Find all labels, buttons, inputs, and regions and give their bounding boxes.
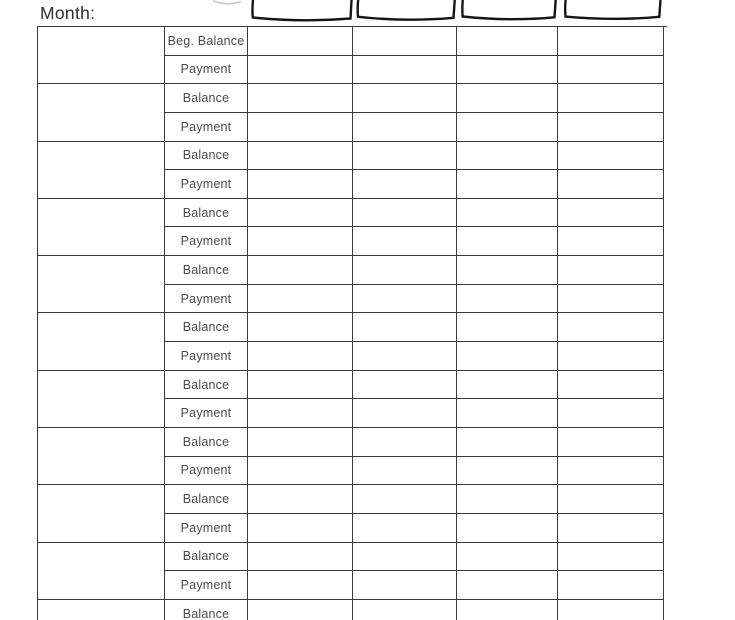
data-cell[interactable] xyxy=(248,485,353,514)
data-cell[interactable] xyxy=(248,600,353,620)
data-cell[interactable] xyxy=(353,142,457,171)
debt-name-cell[interactable] xyxy=(38,142,165,199)
data-cell[interactable] xyxy=(558,113,664,142)
data-cell[interactable] xyxy=(558,600,664,620)
data-cell[interactable] xyxy=(353,27,457,56)
data-cell[interactable] xyxy=(353,342,457,371)
data-cell[interactable] xyxy=(558,485,664,514)
data-cell[interactable] xyxy=(248,342,353,371)
data-cell[interactable] xyxy=(248,285,353,314)
debt-name-cell[interactable] xyxy=(38,428,165,485)
data-cell[interactable] xyxy=(353,199,457,228)
data-cell[interactable] xyxy=(457,256,558,285)
tracker-table xyxy=(37,26,667,620)
debt-name-cell[interactable] xyxy=(38,313,165,370)
data-cell[interactable] xyxy=(353,227,457,256)
data-cell[interactable] xyxy=(457,342,558,371)
debt-name-cell[interactable] xyxy=(38,27,165,84)
data-cell[interactable] xyxy=(248,84,353,113)
row-label-cell: Balance xyxy=(165,600,248,620)
data-cell[interactable] xyxy=(353,84,457,113)
data-cell[interactable] xyxy=(558,199,664,228)
data-cell[interactable] xyxy=(558,227,664,256)
debt-name-cell[interactable] xyxy=(38,600,165,620)
data-cell[interactable] xyxy=(353,571,457,600)
data-cell[interactable] xyxy=(457,285,558,314)
header-box[interactable] xyxy=(462,0,556,19)
row-label-cell: Payment xyxy=(165,170,248,199)
data-cell[interactable] xyxy=(248,514,353,543)
row-label-cell: Payment xyxy=(165,514,248,543)
data-cell[interactable] xyxy=(248,113,353,142)
data-cell[interactable] xyxy=(248,227,353,256)
row-label-cell: Payment xyxy=(165,342,248,371)
data-cell[interactable] xyxy=(457,199,558,228)
month-label: Month: xyxy=(40,3,96,23)
data-cell[interactable] xyxy=(248,571,353,600)
data-cell[interactable] xyxy=(558,56,664,85)
data-cell[interactable] xyxy=(558,84,664,113)
data-cell[interactable] xyxy=(558,342,664,371)
row-label-cell: Beg. Balance xyxy=(165,27,248,56)
debt-name-cell[interactable] xyxy=(38,84,165,141)
debt-name-cell[interactable] xyxy=(38,485,165,542)
data-cell[interactable] xyxy=(457,227,558,256)
data-cell[interactable] xyxy=(248,543,353,572)
header-box[interactable] xyxy=(358,0,456,20)
data-cell[interactable] xyxy=(248,371,353,400)
data-cell[interactable] xyxy=(457,27,558,56)
row-label-cell: Payment xyxy=(165,285,248,314)
data-cell[interactable] xyxy=(457,170,558,199)
row-label-cell: Payment xyxy=(165,399,248,428)
row-label-cell: Payment xyxy=(165,113,248,142)
row-label-cell: Balance xyxy=(165,84,248,113)
data-cell[interactable] xyxy=(558,285,664,314)
debt-name-cell[interactable] xyxy=(38,256,165,313)
data-cell[interactable] xyxy=(248,56,353,85)
data-cell[interactable] xyxy=(248,399,353,428)
data-cell[interactable] xyxy=(558,457,664,486)
data-cell[interactable] xyxy=(248,199,353,228)
data-cell[interactable] xyxy=(248,142,353,171)
row-label-cell: Balance xyxy=(165,313,248,342)
data-cell[interactable] xyxy=(558,256,664,285)
debt-name-cell[interactable] xyxy=(38,371,165,428)
data-cell[interactable] xyxy=(353,56,457,85)
data-cell[interactable] xyxy=(558,571,664,600)
data-cell[interactable] xyxy=(353,600,457,620)
data-cell[interactable] xyxy=(457,571,558,600)
row-label-cell: Balance xyxy=(165,256,248,285)
data-cell[interactable] xyxy=(457,485,558,514)
data-cell[interactable] xyxy=(457,600,558,620)
data-cell[interactable] xyxy=(353,313,457,342)
data-cell[interactable] xyxy=(558,399,664,428)
data-cell[interactable] xyxy=(457,113,558,142)
debt-name-cell[interactable] xyxy=(38,199,165,256)
row-label-cell: Balance xyxy=(165,371,248,400)
data-cell[interactable] xyxy=(248,27,353,56)
data-cell[interactable] xyxy=(558,514,664,543)
data-cell[interactable] xyxy=(353,285,457,314)
data-cell[interactable] xyxy=(353,399,457,428)
data-cell[interactable] xyxy=(558,371,664,400)
row-label-cell: Balance xyxy=(165,485,248,514)
data-cell[interactable] xyxy=(353,113,457,142)
data-cell[interactable] xyxy=(457,313,558,342)
tracker-table-wrap xyxy=(37,26,667,620)
row-label-cell: Balance xyxy=(165,428,248,457)
header-box[interactable] xyxy=(252,0,352,20)
data-cell[interactable] xyxy=(248,428,353,457)
data-cell[interactable] xyxy=(248,256,353,285)
row-label-cell: Balance xyxy=(165,543,248,572)
data-cell[interactable] xyxy=(457,514,558,543)
header-box[interactable] xyxy=(565,0,661,19)
data-cell[interactable] xyxy=(558,170,664,199)
cutoff-writing-mark xyxy=(213,1,241,4)
data-cell[interactable] xyxy=(457,399,558,428)
data-cell[interactable] xyxy=(353,514,457,543)
data-cell[interactable] xyxy=(558,27,664,56)
data-cell[interactable] xyxy=(457,142,558,171)
row-label-cell: Payment xyxy=(165,56,248,85)
data-cell[interactable] xyxy=(353,543,457,572)
data-cell[interactable] xyxy=(457,371,558,400)
data-cell[interactable] xyxy=(558,142,664,171)
data-cell[interactable] xyxy=(457,428,558,457)
data-cell[interactable] xyxy=(457,543,558,572)
row-label-cell: Payment xyxy=(165,227,248,256)
debt-name-cell[interactable] xyxy=(38,543,165,600)
data-cell[interactable] xyxy=(558,313,664,342)
data-cell[interactable] xyxy=(457,84,558,113)
data-cell[interactable] xyxy=(558,543,664,572)
data-cell[interactable] xyxy=(248,457,353,486)
data-cell[interactable] xyxy=(248,313,353,342)
row-label-cell: Payment xyxy=(165,457,248,486)
data-cell[interactable] xyxy=(457,56,558,85)
data-cell[interactable] xyxy=(353,256,457,285)
data-cell[interactable] xyxy=(353,170,457,199)
data-cell[interactable] xyxy=(353,371,457,400)
data-cell[interactable] xyxy=(353,457,457,486)
data-cell[interactable] xyxy=(353,485,457,514)
data-cell[interactable] xyxy=(353,428,457,457)
data-cell[interactable] xyxy=(558,428,664,457)
row-label-cell: Payment xyxy=(165,571,248,600)
row-label-cell: Balance xyxy=(165,199,248,228)
data-cell[interactable] xyxy=(457,457,558,486)
row-label-cell: Balance xyxy=(165,142,248,171)
data-cell[interactable] xyxy=(248,170,353,199)
